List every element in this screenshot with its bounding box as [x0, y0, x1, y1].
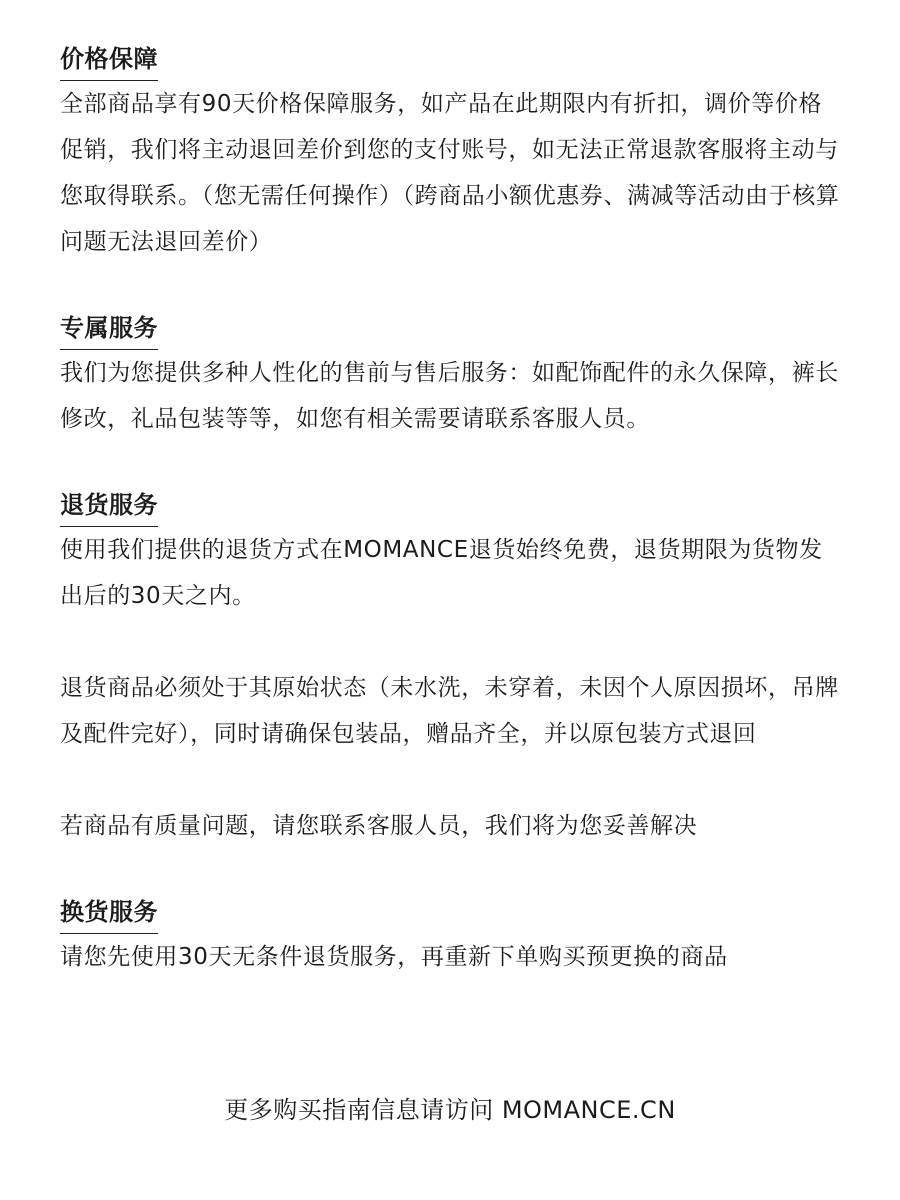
- exclusive-service-section: [60, 307, 840, 442]
- policy-content: [60, 38, 840, 980]
- return-service-section: [60, 484, 840, 849]
- price-guarantee-section: [60, 38, 840, 265]
- exchange-service-heading: 换货服务: [60, 891, 158, 934]
- footer-guide-text: 更多购买指南信息请访问 MOMANCE.CN: [224, 1096, 676, 1124]
- price-guarantee-heading: 价格保障: [60, 38, 158, 81]
- exclusive-service-heading: 专属服务: [60, 307, 158, 350]
- return-condition-text: 退货商品必须处于其原始状态（未水洗，未穿着，未因个人原因损坏，吊牌及配件完好），同时请确保包装品，赠品齐全，并以原包装方式退回: [60, 675, 839, 747]
- exchange-service-text: 请您先使用30天无条件退货服务，再重新下单购买预更换的商品: [60, 944, 728, 970]
- return-service-heading: 退货服务: [60, 484, 158, 527]
- quality-issue-text: 若商品有质量问题，请您联系客服人员，我们将为您妥善解决: [60, 813, 698, 839]
- exclusive-service-text: 我们为您提供多种人性化的售前与售后服务：如配饰配件的永久保障，裤长修改，礼品包装等等，如您有相关需要请联系客服人员。: [60, 360, 839, 432]
- exchange-service-section: [60, 891, 840, 980]
- price-guarantee-text: 全部商品享有90天价格保障服务，如产品在此期限内有折扣，调价等价格促销，我们将主动退回差价到您的支付账号，如无法正常退款客服将主动与您取得联系。（您无需任何操作）（跨商品小额优惠券、满减等活动由于核算问题无法退回差价）: [60, 91, 840, 255]
- return-period-text: 使用我们提供的退货方式在MOMANCE退货始终免费，退货期限为货物发出后的30天之内。: [60, 537, 823, 609]
